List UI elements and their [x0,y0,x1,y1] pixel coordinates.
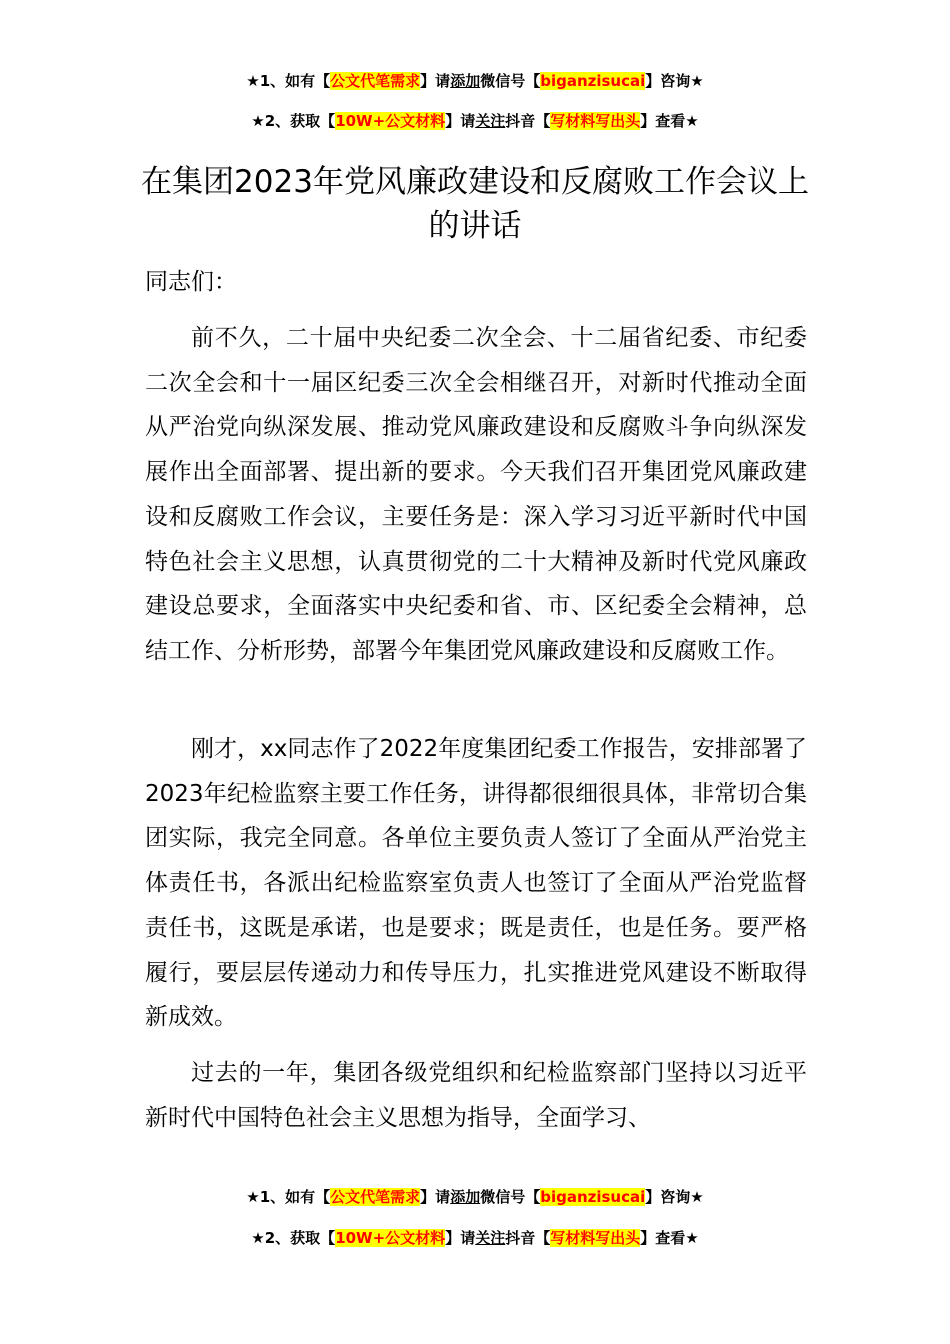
promo-text: 】请 [445,112,476,130]
promo-text: ★2、获取【 [251,112,336,130]
footer-promo-line-1 [0,1187,950,1207]
promo-highlight: 10W+公文材料 [335,112,446,130]
promo-highlight: 10W+公文材料 [335,1229,446,1247]
promo-text: 】咨询★ [645,72,704,90]
body-paragraph-1: 前不久，二十届中央纪委二次全会、十二届省纪委、市纪委二次全会和十一届区纪委三次全会相继召开，对新时代推动全面从严治党向纵深发展、推动党风廉政建设和反腐败斗争向纵深发展作出全面部署、提出新的要求。今天我们召开集团党风廉政建设和反腐败工作会议，主要任务是：深入学习习近平新时代中国特色社会主义思想，认真贯彻党的二十大精神及新时代党风廉政建设总要求，全面落实中央纪委和省、市、区纪委全会精神，总结工作、分析形势，部署今年集团党风廉政建设和反腐败工作。 [145,325,807,664]
promo-text: 】咨询★ [645,1188,704,1206]
promo-text: 】请 [445,1229,476,1247]
promo-text: 】请 [420,72,451,90]
promo-underlined: 添加 [450,72,481,90]
promo-highlight-douyin-id: 写材料写出头 [550,112,641,130]
promo-underlined: 关注 [475,1229,506,1247]
body-paragraph-2: 刚才，xx同志作了2022年度集团纪委工作报告，安排部署了2023年纪检监察主要工作任务，讲得都很细很具体，非常切合集团实际，我完全同意。各单位主要负责人签订了全面从严治党主体责任书，各派出纪检监察室负责人也签订了全面从严治党监督责任书，这既是承诺，也是要求；既是责任，也是任务。要严格履行，要层层传递动力和传导压力，扎实推进党风建设不断取得新成效。 [145,736,807,1031]
promo-highlight: 公文代笔需求 [330,72,421,90]
promo-text: 】请 [420,1188,451,1206]
header-promo-line-1 [0,71,950,91]
promo-text: ★1、如有【 [246,1188,331,1206]
promo-text: 抖音【 [505,1229,551,1247]
promo-text: 抖音【 [505,112,551,130]
promo-text: 】查看★ [640,1229,699,1247]
promo-text: ★2、获取【 [251,1229,336,1247]
promo-underlined: 添加 [450,1188,481,1206]
footer-promo-line-2 [0,1228,950,1248]
promo-text: 】查看★ [640,112,699,130]
promo-underlined: 关注 [475,112,506,130]
promo-text: 微信号【 [480,72,541,90]
body-paragraph-3: 过去的一年，集团各级党组织和纪检监察部门坚持以习近平新时代中国特色社会主义思想为指导，全面学习、 [145,1060,807,1131]
promo-highlight: 公文代笔需求 [330,1188,421,1206]
promo-highlight-wechat-id: biganzisucai [540,72,646,90]
promo-highlight-douyin-id: 写材料写出头 [550,1229,641,1247]
document-title: 在集团2023年党风廉政建设和反腐败工作会议上的讲话 [141,164,809,244]
promo-text: ★1、如有【 [246,72,331,90]
promo-highlight-wechat-id: biganzisucai [540,1188,646,1206]
header-promo-line-2 [0,111,950,131]
promo-text: 微信号【 [480,1188,541,1206]
salutation: 同志们： [145,269,237,295]
